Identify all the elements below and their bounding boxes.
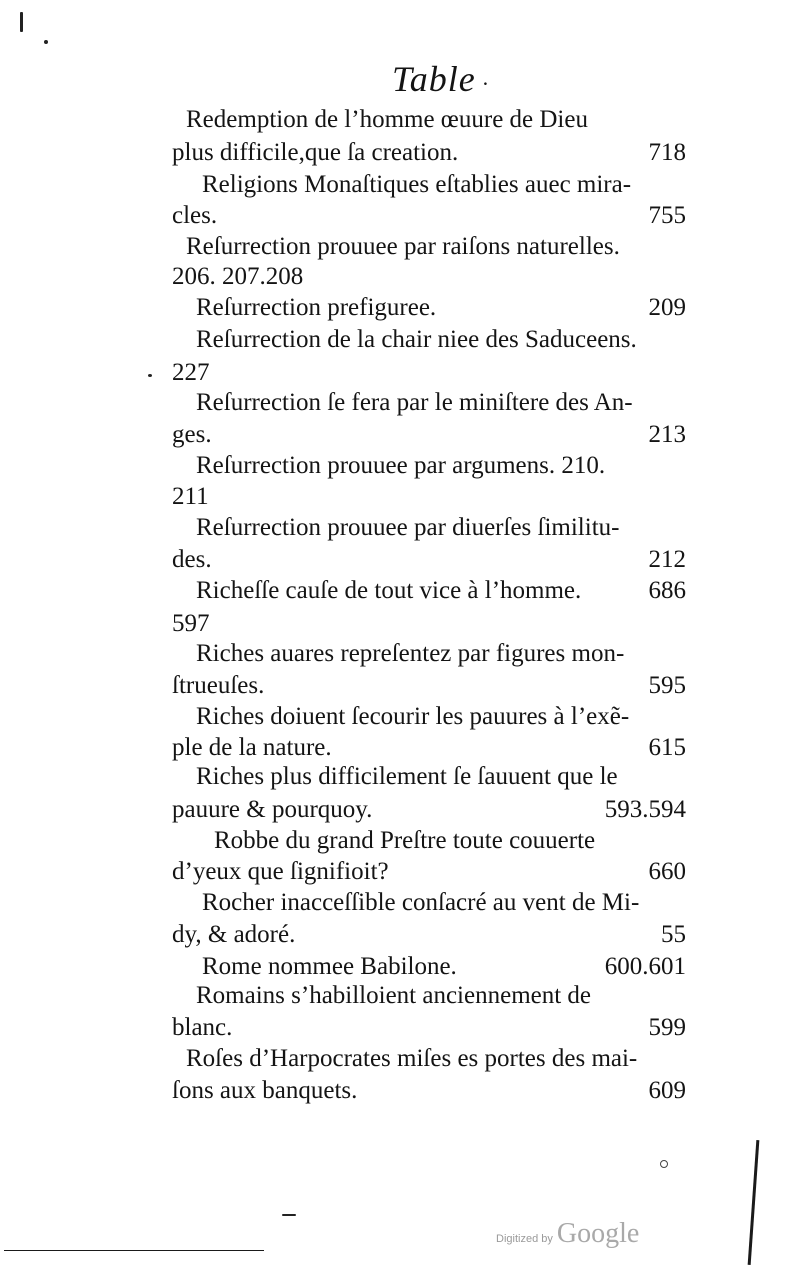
index-line: Reſurrection prefiguree. 209 xyxy=(172,292,690,324)
index-line: ſons aux banquets. 609 xyxy=(172,1075,690,1107)
digitized-watermark xyxy=(496,1218,639,1250)
index-line: Riches auares repreſentez par figures mon- xyxy=(196,640,625,667)
index-line: dy, & adoré. 55 xyxy=(172,919,690,951)
index-line: plus difficile,que ſa creation. 718 xyxy=(172,137,690,169)
index-line: Reſurrection prouuee par argumens. 210. xyxy=(196,452,606,479)
page-number: 686 xyxy=(648,577,686,604)
page-number: 718 xyxy=(648,139,686,166)
index-line: Riches doiuent ſecourir les pauures à l’exẽ- xyxy=(196,703,630,730)
index-line: Reſurrection de la chair niee des Saduceens. xyxy=(196,326,637,353)
index-line: 227 xyxy=(172,359,210,386)
index-line: ges. 213 xyxy=(172,419,690,451)
index-line: cles. 755 xyxy=(172,200,690,232)
page-heading xyxy=(392,58,490,100)
scan-edge-line xyxy=(4,1250,264,1251)
heading-text: Table xyxy=(392,59,476,99)
index-line: des. 212 xyxy=(172,544,690,576)
scan-speck xyxy=(282,1214,296,1216)
page-number: 213 xyxy=(648,421,686,448)
index-line: Richeſſe cauſe de tout vice à l’homme. 686 xyxy=(172,575,690,607)
page-number: 615 xyxy=(648,734,686,761)
scan-speck xyxy=(20,12,23,32)
index-line: Reſurrection ſe fera par le miniſtere des An- xyxy=(196,389,633,416)
index-line: Rome nommee Babilone. 600.601 xyxy=(172,951,690,983)
page-number: 55 xyxy=(661,921,686,948)
google-logo: Google xyxy=(556,1218,640,1249)
index-line: pauure & pourquoy. 593.594 xyxy=(172,794,690,826)
page-number: 609 xyxy=(648,1077,686,1104)
page-number: 599 xyxy=(648,1014,686,1041)
scan-speck xyxy=(660,1160,668,1168)
heading-mark: · xyxy=(481,71,491,96)
index-line: Religions Monaſtiques eſtablies auec mira- xyxy=(202,171,632,198)
index-line: Robbe du grand Preſtre toute couuerte xyxy=(214,827,596,854)
scan-edge-line xyxy=(748,1140,760,1265)
index-line: Rocher inacceſſible conſacré au vent de Mi- xyxy=(202,889,640,916)
watermark-prefix: Digitized by xyxy=(496,1233,553,1245)
page-number: 593.594 xyxy=(604,796,686,823)
index-line: d’yeux que ſignifioit? 660 xyxy=(172,856,690,888)
index-line: Redemption de l’homme œuure de Dieu xyxy=(186,106,588,133)
index-line: Roſes d’Harpocrates miſes es portes des mai- xyxy=(186,1045,638,1072)
index-line: Reſurrection prouuee par diuerſes ſimilitu- xyxy=(196,514,620,541)
page-number: 755 xyxy=(648,202,686,229)
page-number: 595 xyxy=(648,672,686,699)
page-number: 209 xyxy=(648,294,686,321)
index-line: ple de la nature. 615 xyxy=(172,732,690,764)
scan-speck xyxy=(148,374,152,377)
page-number: 660 xyxy=(648,858,686,885)
index-line: 597 xyxy=(172,610,210,637)
index-line: Riches plus difficilement ſe ſauuent que le xyxy=(196,763,618,790)
index-line: Romains s’habilloient anciennement de xyxy=(196,982,592,1009)
index-line: 211 xyxy=(172,483,209,510)
index-line: ſtrueuſes. 595 xyxy=(172,670,690,702)
index-line: blanc. 599 xyxy=(172,1012,690,1044)
page-number: 600.601 xyxy=(604,953,686,980)
page-number: 212 xyxy=(648,546,686,573)
index-line: Reſurrection prouuee par raiſons naturelles. xyxy=(186,233,620,260)
index-line: 206. 207.208 xyxy=(172,263,304,290)
scan-speck xyxy=(44,40,48,44)
